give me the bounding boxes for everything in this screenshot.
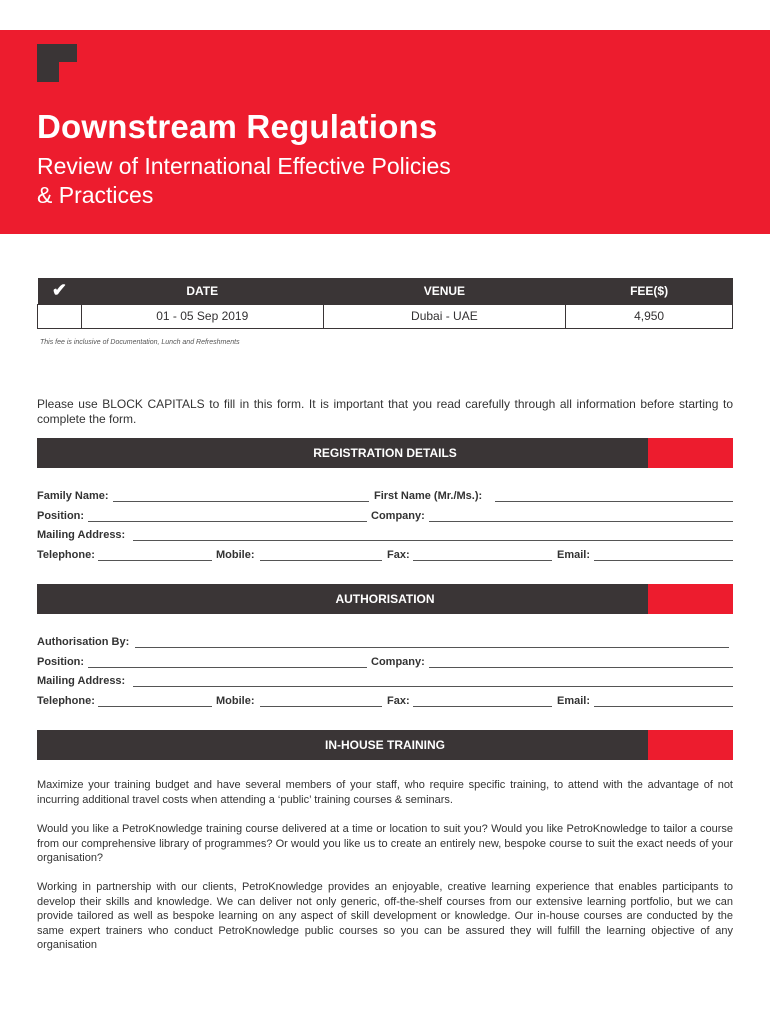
mailing-address-label: Mailing Address: (37, 529, 126, 541)
registration-section-header: REGISTRATION DETAILS (37, 438, 733, 468)
first-name-field[interactable] (495, 501, 733, 502)
inhouse-paragraph-2: Would you like a PetroKnowledge training course delivered at a time or location to suit you? Would you like PetroKnowledge to tailor a course from our comprehensive library of programmes? Or would you like us to create an entirely new, bespoke course to suit the exact needs of your organisation? (37, 823, 733, 864)
page-subtitle: Review of International Effective Policies & Practices (37, 153, 451, 208)
first-name-label: First Name (Mr./Ms.): (374, 490, 483, 502)
course-fee: 4,950 (566, 304, 733, 328)
inhouse-paragraph-3: Working in partnership with our clients, PetroKnowledge provides an enjoyable, creative learning experience that enables participants to develop their skills and knowledge. We can deliver not only generic, off-the-shelf courses from our extensive learning portfolio, but we can provide tailored as well as bespoke learning on any aspect of skill development or knowledge. Our in-house courses are conducted by the same expert trainers who conduct PetroKnowledge public courses so you can be assured they will fulfill the learning objective of any organisation (37, 881, 733, 951)
auth-mailing-address-field[interactable] (133, 686, 733, 687)
telephone-label: Telephone: (37, 549, 95, 561)
family-name-field[interactable] (113, 501, 369, 502)
family-name-label: Family Name: (37, 490, 109, 502)
select-course-checkbox[interactable] (38, 304, 82, 328)
registration-row-3 (37, 529, 733, 543)
authorisation-row-1 (37, 636, 733, 650)
venue-header: VENUE (323, 278, 566, 304)
company-field[interactable] (429, 521, 733, 522)
checkmark-icon: ✔ (38, 278, 82, 304)
position-field[interactable] (88, 521, 367, 522)
auth-mobile-field[interactable] (260, 706, 382, 707)
telephone-field[interactable] (98, 560, 212, 561)
inhouse-paragraph-1: Maximize your training budget and have several members of your staff, who require specific training, to attend with the advantage of not incurring additional travel costs when attending a ‘public’ training courses & seminars. (37, 779, 733, 806)
email-field[interactable] (594, 560, 733, 561)
registration-row-2 (37, 510, 733, 524)
course-table (37, 278, 733, 329)
form-instructions: Please use BLOCK CAPITALS to fill in this form. It is important that you read carefully through all information before starting to complete the form. (37, 397, 733, 426)
company-label: Company: (371, 510, 425, 522)
auth-position-field[interactable] (88, 667, 367, 668)
authorisation-row-3 (37, 675, 733, 689)
email-label: Email: (557, 549, 591, 561)
fee-note: This fee is inclusive of Documentation, Lunch and Refreshments (40, 339, 240, 346)
auth-email-field[interactable] (594, 706, 733, 707)
fax-label: Fax: (387, 549, 410, 561)
auth-mailing-address-label: Mailing Address: (37, 675, 126, 687)
position-label: Position: (37, 510, 85, 522)
fax-field[interactable] (413, 560, 552, 561)
course-venue: Dubai - UAE (323, 304, 566, 328)
registration-row-1 (37, 490, 733, 504)
auth-position-label: Position: (37, 656, 85, 668)
course-date: 01 - 05 Sep 2019 (81, 304, 323, 328)
date-header: DATE (81, 278, 323, 304)
brand-logo-icon (37, 44, 77, 82)
auth-fax-field[interactable] (413, 706, 552, 707)
auth-company-label: Company: (371, 656, 425, 668)
authorisation-by-field[interactable] (135, 647, 729, 648)
registration-row-4 (37, 549, 733, 563)
page-title: Downstream Regulations (37, 108, 438, 145)
auth-company-field[interactable] (429, 667, 733, 668)
header-banner (0, 30, 770, 234)
mobile-field[interactable] (260, 560, 382, 561)
auth-telephone-field[interactable] (98, 706, 212, 707)
auth-telephone-label: Telephone: (37, 695, 95, 707)
inhouse-section-header: IN-HOUSE TRAINING (37, 730, 733, 760)
authorisation-row-2 (37, 656, 733, 670)
auth-mobile-label: Mobile: (216, 695, 255, 707)
mailing-address-field[interactable] (133, 540, 733, 541)
fee-header: FEE($) (566, 278, 733, 304)
authorisation-section-header: AUTHORISATION (37, 584, 733, 614)
authorisation-by-label: Authorisation By: (37, 636, 130, 648)
auth-fax-label: Fax: (387, 695, 410, 707)
authorisation-row-4 (37, 695, 733, 709)
mobile-label: Mobile: (216, 549, 255, 561)
auth-email-label: Email: (557, 695, 591, 707)
